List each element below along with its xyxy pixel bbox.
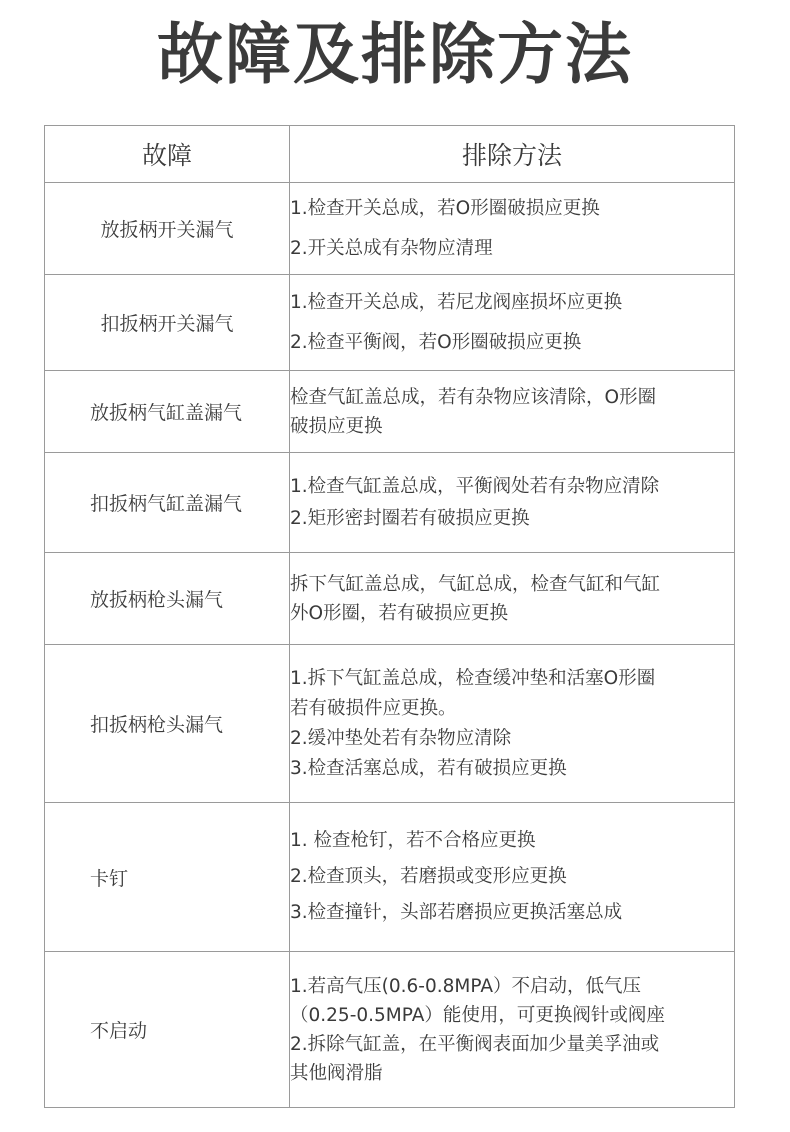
remedy-cell [290,645,735,803]
remedy-line: 破损应更换 [290,415,383,437]
table-row [45,453,735,553]
remedy-line: 2.拆除气缸盖，在平衡阀表面加少量美孚油或 [290,1033,660,1055]
fault-remedy-table [44,125,735,1108]
table-row [45,275,735,371]
remedy-cell [290,803,735,952]
remedy-cell [290,371,735,453]
fault-cell: 放扳柄开关漏气 [45,183,290,275]
table-row [45,803,735,952]
remedy-line: （0.25-0.5MPA）能使用，可更换阀针或阀座 [290,1004,665,1026]
remedy-line: 3.检查活塞总成，若有破损应更换 [290,757,567,779]
fault-cell: 不启动 [45,952,290,1108]
remedy-line: 2.开关总成有杂物应清理 [290,237,493,259]
remedy-line: 2.矩形密封圈若有破损应更换 [290,507,530,529]
fault-cell: 扣扳柄枪头漏气 [45,645,290,803]
header-fault: 故障 [45,126,290,183]
table-row [45,952,735,1108]
fault-cell: 放扳柄枪头漏气 [45,553,290,645]
remedy-line: 1. 检查枪钉，若不合格应更换 [290,830,536,851]
remedy-line: 1.检查开关总成，若尼龙阀座损坏应更换 [290,291,623,313]
remedy-line: 拆下气缸盖总成，气缸总成，检查气缸和气缸 [290,573,661,595]
remedy-cell [290,453,735,553]
remedy-cell [290,952,735,1108]
remedy-line: 1.检查开关总成，若O形圈破损应更换 [290,197,600,219]
header-remedy: 排除方法 [290,126,735,183]
table-row [45,371,735,453]
remedy-line: 其他阀滑脂 [290,1062,383,1084]
remedy-line: 1.若高气压(0.6-0.8MPA）不启动，低气压 [290,975,641,997]
table-row [45,553,735,645]
remedy-line: 检查气缸盖总成，若有杂物应该清除，O形圈 [290,386,657,408]
fault-cell: 卡钉 [45,803,290,952]
fault-cell: 扣扳柄开关漏气 [45,275,290,371]
remedy-line: 若有破损件应更换。 [290,697,457,719]
table-row [45,645,735,803]
remedy-line: 3.检查撞针，头部若磨损应更换活塞总成 [290,902,623,923]
table-header-row [45,126,735,183]
remedy-line: 2.检查平衡阀，若O形圈破损应更换 [290,331,582,353]
remedy-line: 1.检查气缸盖总成，平衡阀处若有杂物应清除 [290,475,660,497]
remedy-cell [290,275,735,371]
remedy-cell [290,183,735,275]
remedy-line: 1.拆下气缸盖总成，检查缓冲垫和活塞O形圈 [290,667,656,689]
remedy-cell [290,553,735,645]
remedy-line: 2.检查顶头，若磨损或变形应更换 [290,866,567,887]
page-title: 故障及排除方法 [157,16,633,93]
fault-cell: 扣扳柄气缸盖漏气 [45,453,290,553]
table-row [45,183,735,275]
remedy-line: 2.缓冲垫处若有杂物应清除 [290,727,512,749]
remedy-line: 外O形圈，若有破损应更换 [290,602,509,624]
fault-cell: 放扳柄气缸盖漏气 [45,371,290,453]
